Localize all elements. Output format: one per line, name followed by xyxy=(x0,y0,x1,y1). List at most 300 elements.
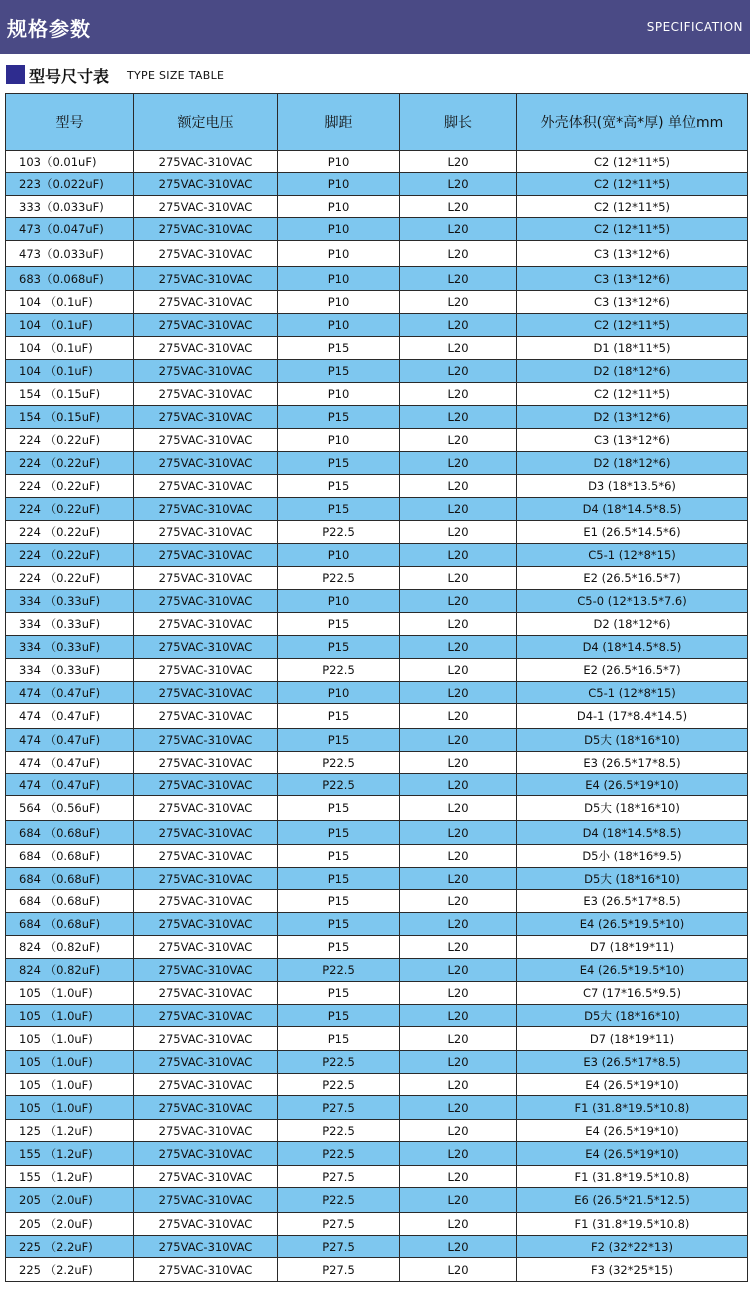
cell-case-size: C5-1 (12*8*15) xyxy=(517,544,748,567)
cell-voltage: 275VAC-310VAC xyxy=(134,1166,278,1188)
cell-voltage: 275VAC-310VAC xyxy=(134,845,278,868)
cell-case-size: F1 (31.8*19.5*10.8) xyxy=(517,1166,748,1188)
table-row xyxy=(6,337,748,360)
cell-case-size: D4 (18*14.5*8.5) xyxy=(517,636,748,659)
cell-voltage: 275VAC-310VAC xyxy=(134,291,278,314)
cell-pitch: P22.5 xyxy=(278,774,400,796)
cell-case-size: D7 (18*19*11) xyxy=(517,936,748,959)
cell-model: 224 （0.22uF) xyxy=(6,567,134,590)
cell-case-size: D5大 (18*16*10) xyxy=(517,868,748,890)
cell-model: 154 （0.15uF) xyxy=(6,406,134,429)
spec-table xyxy=(5,93,748,1282)
cell-model: 224 （0.22uF) xyxy=(6,521,134,544)
cell-model: 684 （0.68uF) xyxy=(6,913,134,936)
table-row xyxy=(6,1005,748,1027)
cell-voltage: 275VAC-310VAC xyxy=(134,151,278,173)
cell-model: 334 （0.33uF) xyxy=(6,590,134,613)
table-row xyxy=(6,1258,748,1282)
cell-voltage: 275VAC-310VAC xyxy=(134,1005,278,1027)
cell-model: 105 （1.0uF) xyxy=(6,1096,134,1120)
cell-model: 224 （0.22uF) xyxy=(6,475,134,498)
cell-pitch: P27.5 xyxy=(278,1213,400,1236)
table-row xyxy=(6,774,748,796)
cell-pitch: P10 xyxy=(278,151,400,173)
table-row xyxy=(6,452,748,475)
cell-lead-length: L20 xyxy=(400,218,517,241)
cell-case-size: E3 (26.5*17*8.5) xyxy=(517,890,748,913)
section-marker-icon xyxy=(6,65,25,84)
cell-lead-length: L20 xyxy=(400,868,517,890)
cell-case-size: C2 (12*11*5) xyxy=(517,218,748,241)
cell-model: 824 （0.82uF) xyxy=(6,959,134,982)
cell-lead-length: L20 xyxy=(400,890,517,913)
cell-lead-length: L20 xyxy=(400,1120,517,1142)
cell-pitch: P15 xyxy=(278,452,400,475)
cell-model: 105 （1.0uF) xyxy=(6,1027,134,1051)
cell-voltage: 275VAC-310VAC xyxy=(134,383,278,406)
section-title-en: TYPE SIZE TABLE xyxy=(127,69,225,82)
cell-voltage: 275VAC-310VAC xyxy=(134,521,278,544)
table-row xyxy=(6,1166,748,1188)
cell-pitch: P22.5 xyxy=(278,521,400,544)
cell-voltage: 275VAC-310VAC xyxy=(134,936,278,959)
cell-case-size: E3 (26.5*17*8.5) xyxy=(517,752,748,774)
cell-model: 474 （0.47uF) xyxy=(6,682,134,704)
cell-case-size: D4 (18*14.5*8.5) xyxy=(517,821,748,845)
header-pitch: 脚距 xyxy=(278,94,400,151)
cell-pitch: P15 xyxy=(278,982,400,1005)
cell-lead-length: L20 xyxy=(400,567,517,590)
cell-case-size: E6 (26.5*21.5*12.5) xyxy=(517,1188,748,1213)
cell-lead-length: L20 xyxy=(400,291,517,314)
cell-model: 104 （0.1uF) xyxy=(6,360,134,383)
cell-model: 125 （1.2uF) xyxy=(6,1120,134,1142)
cell-lead-length: L20 xyxy=(400,982,517,1005)
cell-model: 333（0.033uF) xyxy=(6,196,134,218)
table-row xyxy=(6,1142,748,1166)
cell-voltage: 275VAC-310VAC xyxy=(134,890,278,913)
cell-lead-length: L20 xyxy=(400,636,517,659)
cell-model: 104 （0.1uF) xyxy=(6,291,134,314)
cell-case-size: D5大 (18*16*10) xyxy=(517,796,748,821)
cell-voltage: 275VAC-310VAC xyxy=(134,475,278,498)
cell-case-size: D2 (13*12*6) xyxy=(517,406,748,429)
cell-case-size: C3 (13*12*6) xyxy=(517,267,748,291)
cell-lead-length: L20 xyxy=(400,498,517,521)
cell-pitch: P15 xyxy=(278,406,400,429)
cell-model: 105 （1.0uF) xyxy=(6,1005,134,1027)
cell-lead-length: L20 xyxy=(400,429,517,452)
cell-lead-length: L20 xyxy=(400,196,517,218)
table-row xyxy=(6,475,748,498)
cell-pitch: P22.5 xyxy=(278,1188,400,1213)
cell-voltage: 275VAC-310VAC xyxy=(134,729,278,752)
cell-case-size: E2 (26.5*16.5*7) xyxy=(517,567,748,590)
cell-lead-length: L20 xyxy=(400,845,517,868)
cell-lead-length: L20 xyxy=(400,774,517,796)
cell-model: 105 （1.0uF) xyxy=(6,1074,134,1096)
cell-case-size: C5-0 (12*13.5*7.6) xyxy=(517,590,748,613)
cell-pitch: P27.5 xyxy=(278,1258,400,1282)
cell-lead-length: L20 xyxy=(400,173,517,196)
cell-model: 683（0.068uF) xyxy=(6,267,134,291)
cell-model: 104 （0.1uF) xyxy=(6,337,134,360)
cell-pitch: P15 xyxy=(278,913,400,936)
cell-case-size: E3 (26.5*17*8.5) xyxy=(517,1051,748,1074)
cell-model: 684 （0.68uF) xyxy=(6,845,134,868)
cell-lead-length: L20 xyxy=(400,590,517,613)
cell-lead-length: L20 xyxy=(400,729,517,752)
cell-case-size: E4 (26.5*19*10) xyxy=(517,1120,748,1142)
cell-case-size: E4 (26.5*19.5*10) xyxy=(517,913,748,936)
cell-pitch: P27.5 xyxy=(278,1236,400,1258)
cell-lead-length: L20 xyxy=(400,796,517,821)
cell-pitch: P15 xyxy=(278,1027,400,1051)
cell-model: 684 （0.68uF) xyxy=(6,890,134,913)
cell-case-size: D7 (18*19*11) xyxy=(517,1027,748,1051)
cell-model: 105 （1.0uF) xyxy=(6,1051,134,1074)
cell-case-size: C2 (12*11*5) xyxy=(517,151,748,173)
cell-pitch: P10 xyxy=(278,218,400,241)
cell-case-size: D2 (18*12*6) xyxy=(517,452,748,475)
cell-case-size: C3 (13*12*6) xyxy=(517,241,748,267)
cell-case-size: D5大 (18*16*10) xyxy=(517,729,748,752)
cell-voltage: 275VAC-310VAC xyxy=(134,1027,278,1051)
cell-model: 155 （1.2uF) xyxy=(6,1166,134,1188)
cell-case-size: D4 (18*14.5*8.5) xyxy=(517,498,748,521)
cell-pitch: P15 xyxy=(278,821,400,845)
header-voltage: 额定电压 xyxy=(134,94,278,151)
cell-model: 225 （2.2uF) xyxy=(6,1236,134,1258)
cell-case-size: E4 (26.5*19*10) xyxy=(517,774,748,796)
cell-pitch: P10 xyxy=(278,267,400,291)
cell-lead-length: L20 xyxy=(400,704,517,729)
cell-lead-length: L20 xyxy=(400,1166,517,1188)
cell-lead-length: L20 xyxy=(400,659,517,682)
cell-pitch: P10 xyxy=(278,241,400,267)
cell-pitch: P22.5 xyxy=(278,752,400,774)
section-title-zh: 型号尺寸表 xyxy=(29,67,110,86)
cell-voltage: 275VAC-310VAC xyxy=(134,173,278,196)
cell-voltage: 275VAC-310VAC xyxy=(134,429,278,452)
cell-model: 223（0.022uF) xyxy=(6,173,134,196)
cell-voltage: 275VAC-310VAC xyxy=(134,314,278,337)
table-header-row xyxy=(6,94,748,151)
cell-pitch: P15 xyxy=(278,890,400,913)
cell-lead-length: L20 xyxy=(400,613,517,636)
cell-voltage: 275VAC-310VAC xyxy=(134,704,278,729)
cell-voltage: 275VAC-310VAC xyxy=(134,821,278,845)
cell-model: 474 （0.47uF) xyxy=(6,752,134,774)
cell-pitch: P10 xyxy=(278,383,400,406)
table-row xyxy=(6,1051,748,1074)
table-row xyxy=(6,613,748,636)
cell-voltage: 275VAC-310VAC xyxy=(134,218,278,241)
cell-pitch: P22.5 xyxy=(278,567,400,590)
cell-model: 205 （2.0uF) xyxy=(6,1213,134,1236)
cell-lead-length: L20 xyxy=(400,959,517,982)
cell-pitch: P15 xyxy=(278,845,400,868)
cell-case-size: D4-1 (17*8.4*14.5) xyxy=(517,704,748,729)
cell-voltage: 275VAC-310VAC xyxy=(134,1236,278,1258)
cell-case-size: F2 (32*22*13) xyxy=(517,1236,748,1258)
cell-model: 474 （0.47uF) xyxy=(6,704,134,729)
cell-voltage: 275VAC-310VAC xyxy=(134,337,278,360)
table-row xyxy=(6,982,748,1005)
cell-pitch: P10 xyxy=(278,291,400,314)
cell-case-size: D5大 (18*16*10) xyxy=(517,1005,748,1027)
cell-model: 564 （0.56uF) xyxy=(6,796,134,821)
table-row xyxy=(6,1074,748,1096)
cell-model: 474 （0.47uF) xyxy=(6,729,134,752)
cell-lead-length: L20 xyxy=(400,821,517,845)
table-row xyxy=(6,636,748,659)
cell-lead-length: L20 xyxy=(400,337,517,360)
table-row xyxy=(6,1236,748,1258)
cell-pitch: P10 xyxy=(278,314,400,337)
cell-case-size: C2 (12*11*5) xyxy=(517,173,748,196)
table-row xyxy=(6,704,748,729)
cell-voltage: 275VAC-310VAC xyxy=(134,613,278,636)
table-row xyxy=(6,567,748,590)
table-row xyxy=(6,729,748,752)
cell-voltage: 275VAC-310VAC xyxy=(134,1188,278,1213)
cell-voltage: 275VAC-310VAC xyxy=(134,267,278,291)
cell-pitch: P10 xyxy=(278,590,400,613)
cell-pitch: P15 xyxy=(278,475,400,498)
cell-model: 224 （0.22uF) xyxy=(6,498,134,521)
cell-lead-length: L20 xyxy=(400,521,517,544)
header-banner xyxy=(0,0,750,54)
cell-lead-length: L20 xyxy=(400,452,517,475)
cell-voltage: 275VAC-310VAC xyxy=(134,752,278,774)
table-row xyxy=(6,173,748,196)
cell-lead-length: L20 xyxy=(400,913,517,936)
cell-case-size: D3 (18*13.5*6) xyxy=(517,475,748,498)
cell-case-size: C5-1 (12*8*15) xyxy=(517,682,748,704)
cell-voltage: 275VAC-310VAC xyxy=(134,682,278,704)
cell-voltage: 275VAC-310VAC xyxy=(134,1051,278,1074)
cell-lead-length: L20 xyxy=(400,383,517,406)
cell-model: 224 （0.22uF) xyxy=(6,544,134,567)
cell-voltage: 275VAC-310VAC xyxy=(134,659,278,682)
cell-voltage: 275VAC-310VAC xyxy=(134,498,278,521)
cell-case-size: F1 (31.8*19.5*10.8) xyxy=(517,1096,748,1120)
cell-lead-length: L20 xyxy=(400,1096,517,1120)
table-row xyxy=(6,267,748,291)
cell-model: 684 （0.68uF) xyxy=(6,868,134,890)
cell-model: 334 （0.33uF) xyxy=(6,636,134,659)
cell-lead-length: L20 xyxy=(400,267,517,291)
cell-model: 104 （0.1uF) xyxy=(6,314,134,337)
cell-case-size: D5小 (18*16*9.5) xyxy=(517,845,748,868)
table-row xyxy=(6,1120,748,1142)
table-row xyxy=(6,936,748,959)
table-row xyxy=(6,1213,748,1236)
cell-lead-length: L20 xyxy=(400,936,517,959)
cell-model: 155 （1.2uF) xyxy=(6,1142,134,1166)
cell-lead-length: L20 xyxy=(400,1051,517,1074)
table-row xyxy=(6,544,748,567)
table-row xyxy=(6,383,748,406)
cell-pitch: P22.5 xyxy=(278,1051,400,1074)
cell-model: 224 （0.22uF) xyxy=(6,429,134,452)
cell-voltage: 275VAC-310VAC xyxy=(134,868,278,890)
cell-voltage: 275VAC-310VAC xyxy=(134,913,278,936)
cell-case-size: E2 (26.5*16.5*7) xyxy=(517,659,748,682)
cell-pitch: P22.5 xyxy=(278,1142,400,1166)
cell-lead-length: L20 xyxy=(400,406,517,429)
cell-lead-length: L20 xyxy=(400,1188,517,1213)
cell-pitch: P10 xyxy=(278,173,400,196)
cell-case-size: E4 (26.5*19.5*10) xyxy=(517,959,748,982)
cell-pitch: P15 xyxy=(278,868,400,890)
cell-pitch: P10 xyxy=(278,196,400,218)
table-row xyxy=(6,429,748,452)
cell-voltage: 275VAC-310VAC xyxy=(134,196,278,218)
cell-pitch: P10 xyxy=(278,682,400,704)
cell-lead-length: L20 xyxy=(400,682,517,704)
cell-model: 224 （0.22uF) xyxy=(6,452,134,475)
cell-lead-length: L20 xyxy=(400,1074,517,1096)
table-row xyxy=(6,890,748,913)
cell-lead-length: L20 xyxy=(400,314,517,337)
cell-case-size: D2 (18*12*6) xyxy=(517,613,748,636)
cell-lead-length: L20 xyxy=(400,1142,517,1166)
page-subtitle: SPECIFICATION xyxy=(646,20,743,34)
cell-model: 824 （0.82uF) xyxy=(6,936,134,959)
cell-voltage: 275VAC-310VAC xyxy=(134,590,278,613)
table-row xyxy=(6,796,748,821)
cell-case-size: C2 (12*11*5) xyxy=(517,196,748,218)
cell-model: 103（0.01uF) xyxy=(6,151,134,173)
cell-case-size: E4 (26.5*19*10) xyxy=(517,1142,748,1166)
cell-case-size: C2 (12*11*5) xyxy=(517,314,748,337)
table-row xyxy=(6,821,748,845)
table-row xyxy=(6,845,748,868)
cell-voltage: 275VAC-310VAC xyxy=(134,241,278,267)
cell-voltage: 275VAC-310VAC xyxy=(134,452,278,475)
cell-voltage: 275VAC-310VAC xyxy=(134,567,278,590)
cell-pitch: P15 xyxy=(278,636,400,659)
cell-case-size: C3 (13*12*6) xyxy=(517,291,748,314)
cell-voltage: 275VAC-310VAC xyxy=(134,1074,278,1096)
table-row xyxy=(6,1096,748,1120)
cell-voltage: 275VAC-310VAC xyxy=(134,1258,278,1282)
cell-voltage: 275VAC-310VAC xyxy=(134,1142,278,1166)
table-row xyxy=(6,959,748,982)
table-row xyxy=(6,521,748,544)
table-row xyxy=(6,314,748,337)
cell-pitch: P22.5 xyxy=(278,1074,400,1096)
cell-pitch: P22.5 xyxy=(278,959,400,982)
cell-lead-length: L20 xyxy=(400,360,517,383)
table-row xyxy=(6,196,748,218)
cell-case-size: D2 (18*12*6) xyxy=(517,360,748,383)
cell-pitch: P15 xyxy=(278,1005,400,1027)
cell-case-size: D1 (18*11*5) xyxy=(517,337,748,360)
cell-voltage: 275VAC-310VAC xyxy=(134,544,278,567)
header-case-size: 外壳体积(宽*高*厚) 单位mm xyxy=(517,94,748,151)
table-row xyxy=(6,868,748,890)
cell-case-size: C7 (17*16.5*9.5) xyxy=(517,982,748,1005)
table-row xyxy=(6,406,748,429)
cell-case-size: E4 (26.5*19*10) xyxy=(517,1074,748,1096)
cell-lead-length: L20 xyxy=(400,1236,517,1258)
cell-model: 474 （0.47uF) xyxy=(6,774,134,796)
cell-case-size: F3 (32*25*15) xyxy=(517,1258,748,1282)
cell-voltage: 275VAC-310VAC xyxy=(134,406,278,429)
cell-pitch: P10 xyxy=(278,544,400,567)
cell-model: 105 （1.0uF) xyxy=(6,982,134,1005)
cell-case-size: F1 (31.8*19.5*10.8) xyxy=(517,1213,748,1236)
cell-voltage: 275VAC-310VAC xyxy=(134,360,278,383)
cell-lead-length: L20 xyxy=(400,544,517,567)
cell-pitch: P15 xyxy=(278,613,400,636)
cell-pitch: P10 xyxy=(278,429,400,452)
cell-voltage: 275VAC-310VAC xyxy=(134,1213,278,1236)
table-row xyxy=(6,218,748,241)
cell-pitch: P27.5 xyxy=(278,1096,400,1120)
cell-lead-length: L20 xyxy=(400,752,517,774)
table-row xyxy=(6,151,748,173)
cell-voltage: 275VAC-310VAC xyxy=(134,1120,278,1142)
page-title: 规格参数 xyxy=(7,17,91,41)
cell-pitch: P22.5 xyxy=(278,659,400,682)
cell-voltage: 275VAC-310VAC xyxy=(134,796,278,821)
cell-model: 334 （0.33uF) xyxy=(6,659,134,682)
header-model: 型号 xyxy=(6,94,134,151)
table-row xyxy=(6,360,748,383)
table-row xyxy=(6,291,748,314)
cell-voltage: 275VAC-310VAC xyxy=(134,636,278,659)
table-row xyxy=(6,682,748,704)
cell-pitch: P22.5 xyxy=(278,1120,400,1142)
cell-lead-length: L20 xyxy=(400,1005,517,1027)
cell-voltage: 275VAC-310VAC xyxy=(134,1096,278,1120)
table-row xyxy=(6,1188,748,1213)
cell-lead-length: L20 xyxy=(400,1258,517,1282)
table-row xyxy=(6,590,748,613)
cell-voltage: 275VAC-310VAC xyxy=(134,982,278,1005)
cell-lead-length: L20 xyxy=(400,475,517,498)
table-row xyxy=(6,241,748,267)
cell-pitch: P15 xyxy=(278,936,400,959)
cell-pitch: P15 xyxy=(278,360,400,383)
cell-model: 154 （0.15uF) xyxy=(6,383,134,406)
cell-model: 205 （2.0uF) xyxy=(6,1188,134,1213)
table-row xyxy=(6,659,748,682)
cell-model: 334 （0.33uF) xyxy=(6,613,134,636)
table-row xyxy=(6,913,748,936)
table-row xyxy=(6,1027,748,1051)
cell-voltage: 275VAC-310VAC xyxy=(134,774,278,796)
cell-pitch: P15 xyxy=(278,729,400,752)
cell-lead-length: L20 xyxy=(400,1027,517,1051)
table-row xyxy=(6,498,748,521)
cell-case-size: E1 (26.5*14.5*6) xyxy=(517,521,748,544)
cell-pitch: P15 xyxy=(278,704,400,729)
table-row xyxy=(6,752,748,774)
cell-voltage: 275VAC-310VAC xyxy=(134,959,278,982)
cell-lead-length: L20 xyxy=(400,1213,517,1236)
cell-pitch: P27.5 xyxy=(278,1166,400,1188)
cell-model: 473（0.033uF) xyxy=(6,241,134,267)
cell-pitch: P15 xyxy=(278,337,400,360)
cell-case-size: C3 (13*12*6) xyxy=(517,429,748,452)
cell-lead-length: L20 xyxy=(400,151,517,173)
cell-lead-length: L20 xyxy=(400,241,517,267)
